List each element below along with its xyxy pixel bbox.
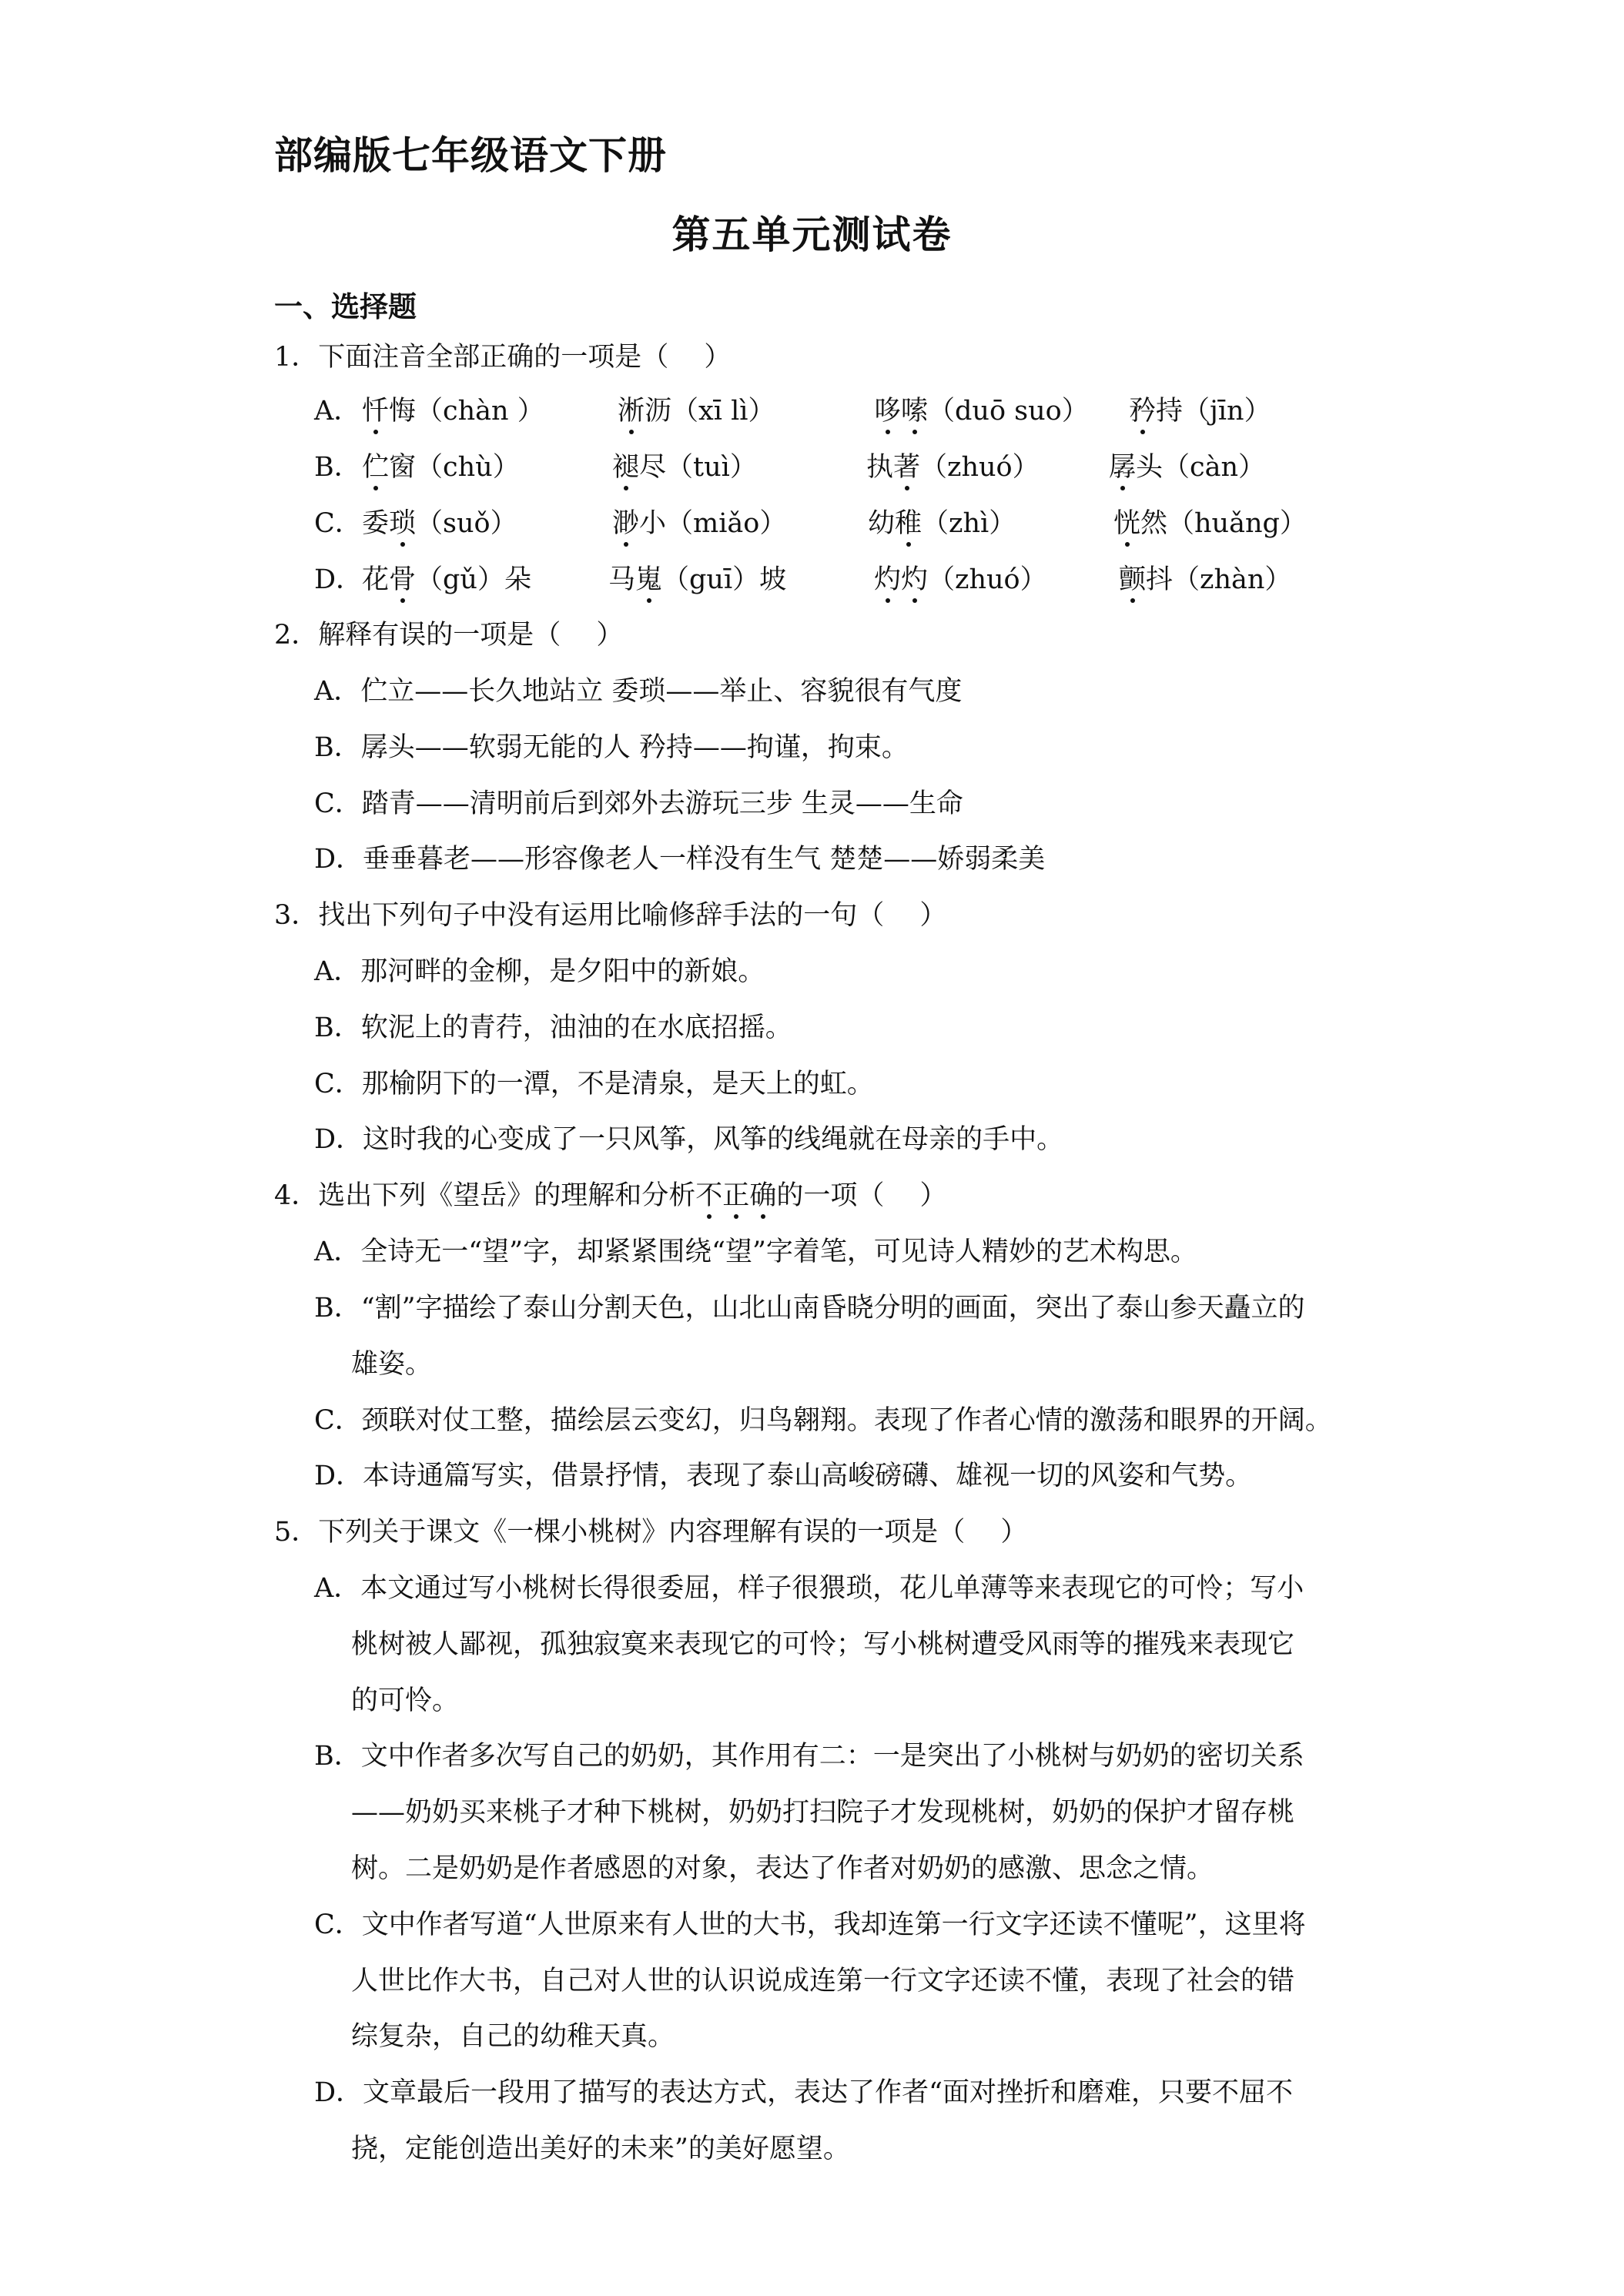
question-1-stem: 1．下面注音全部正确的一项是（ ） <box>274 342 732 373</box>
q1-option-a-word4: 矜持（jīn） <box>1129 393 1271 430</box>
q5-option-c-line1: C．文中作者写道“人世原来有人世的大书，我却连第一行文字还读不懂呢”，这里将 <box>314 1909 1306 1940</box>
q5-option-d-line1: D．文章最后一段用了描写的表达方式，表达了作者“面对挫折和磨难，只要不屈不 <box>314 2077 1293 2108</box>
q1-option-d-word2: 马嵬（guī）坡 <box>608 561 786 598</box>
q2-option-c: C．踏青——清明前后到郊外去游玩三步 生灵——生命 <box>314 788 963 819</box>
q5-option-b-line3: 树。二是奶奶是作者感恩的对象，表达了作者对奶奶的感激、思念之情。 <box>351 1853 1214 1884</box>
q3-option-c: C．那榆阴下的一潭，不是清泉，是天上的虹。 <box>314 1069 874 1099</box>
q4-option-a: A．全诗无一“望”字，却紧紧围绕“望”字着笔，可见诗人精妙的艺术构思。 <box>314 1237 1197 1267</box>
q5-option-c-line3: 综复杂，自己的幼稚天真。 <box>351 2021 675 2052</box>
q1-option-a-label: A． <box>314 396 361 427</box>
q3-option-d: D．这时我的心变成了一只风筝，风筝的线绳就在母亲的手中。 <box>314 1124 1064 1155</box>
q2-option-d: D．垂垂暮老——形容像老人一样没有生气 楚楚——娇弱柔美 <box>314 844 1046 875</box>
q3-option-b: B．软泥上的青荇，油油的在水底招摇。 <box>314 1012 792 1043</box>
q1-option-d-word4: 颤抖（zhàn） <box>1119 561 1291 598</box>
q1-option-a-word3: 哆嗦（duō suo） <box>874 393 1089 430</box>
q1-option-b-word2: 褪尽（tuì） <box>612 449 757 486</box>
question-2-stem: 2．解释有误的一项是（ ） <box>274 620 624 651</box>
q4-option-b-line2: 雄姿。 <box>351 1349 433 1380</box>
q5-option-c-line2: 人世比作大书，自己对人世的认识说成连第一行文字还读不懂，表现了社会的错 <box>351 1966 1295 1996</box>
q5-option-b-line2: ——奶奶买来桃子才种下桃树，奶奶打扫院子才发现桃树，奶奶的保护才留存桃 <box>351 1797 1295 1828</box>
q5-option-b-line1: B．文中作者多次写自己的奶奶，其作用有二：一是突出了小桃树与奶奶的密切关系 <box>314 1741 1304 1772</box>
q3-option-a: A．那河畔的金柳，是夕阳中的新娘。 <box>314 956 765 987</box>
test-title: 第五单元测试卷 <box>671 213 953 257</box>
q2-option-a: A．伫立——长久地站立 委琐——举止、容貌很有气度 <box>314 676 963 707</box>
question-4-stem: 4．选出下列《望岳》的理解和分析不正确的一项（ ） <box>274 1177 946 1214</box>
q1-option-b-word4: 孱头（càn） <box>1109 449 1265 486</box>
question-3-stem: 3．找出下列句子中没有运用比喻修辞手法的一句（ ） <box>274 900 947 931</box>
q4-option-d: D．本诗通篇写实，借景抒情，表现了泰山高峻磅礴、雄视一切的风姿和气势。 <box>314 1461 1253 1491</box>
q1-option-d-label: D． <box>314 564 363 595</box>
q2-option-b: B．孱头——软弱无能的人 矜持——拘谨，拘束。 <box>314 732 909 763</box>
q4-option-b-line1: B．“割”字描绘了泰山分割天色，山北山南昏晓分明的画面，突出了泰山参天矗立的 <box>314 1293 1305 1324</box>
section-heading: 一、选择题 <box>274 290 417 323</box>
emphasis-dotted-text: 不正确 <box>695 1180 776 1211</box>
book-title: 部编版七年级语文下册 <box>274 133 667 178</box>
q1-option-b-word3: 执著（zhuó） <box>866 449 1040 486</box>
q1-option-a-word2: 淅沥（xī lì） <box>618 393 775 430</box>
q1-option-c-word4: 恍然（huǎng） <box>1113 505 1307 542</box>
q1-option-c-label: C． <box>314 508 362 539</box>
q5-option-a-line2: 桃树被人鄙视，孤独寂寞来表现它的可怜；写小桃树遭受风雨等的摧残来表现它 <box>351 1629 1295 1660</box>
q1-option-b-label: B． <box>314 452 361 483</box>
q1-option-c-word1: 委琐（suǒ） <box>362 505 517 542</box>
q5-option-a-line1: A．本文通过写小桃树长得很委屈，样子很猥琐，花儿单薄等来表现它的可怜；写小 <box>314 1573 1304 1604</box>
q5-option-d-line2: 挠，定能创造出美好的未来”的美好愿望。 <box>351 2134 850 2164</box>
q1-option-d-word3: 灼灼（zhuó） <box>874 561 1047 598</box>
question-5-stem: 5．下列关于课文《一棵小桃树》内容理解有误的一项是（ ） <box>274 1517 1028 1548</box>
q1-option-c-word3: 幼稚（zhì） <box>868 505 1016 542</box>
q4-option-c: C．颈联对仗工整，描绘层云变幻，归鸟翱翔。表现了作者心情的激荡和眼界的开阔。 <box>314 1405 1332 1436</box>
q1-option-c-word2: 渺小（miǎo） <box>612 505 786 542</box>
q1-option-d-word1: 花骨（gǔ）朵 <box>362 561 531 598</box>
q5-option-a-line3: 的可怜。 <box>351 1685 460 1716</box>
q1-option-a-word1: 忏悔（chàn ） <box>362 393 544 430</box>
q1-option-b-word1: 伫窗（chù） <box>362 449 520 486</box>
